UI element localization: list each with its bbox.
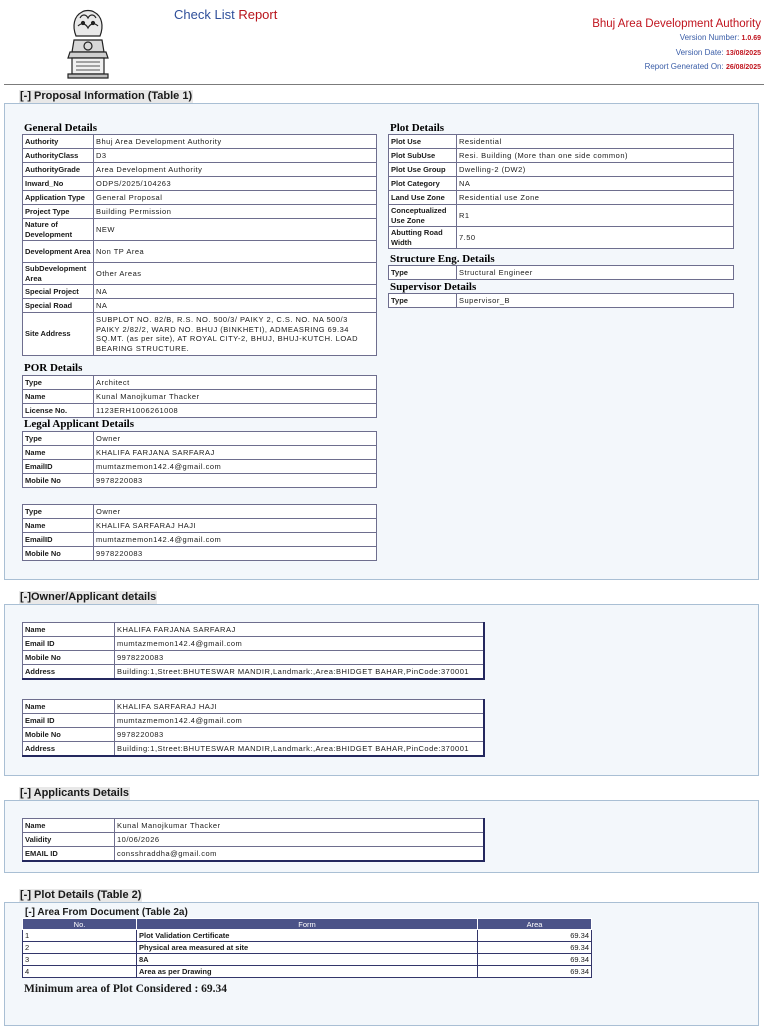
table-row xyxy=(23,637,485,651)
proposal-section-toggle[interactable]: [-] Proposal Information (Table 1) xyxy=(20,90,193,102)
report-title-part1: Check List xyxy=(174,7,235,22)
table-row xyxy=(23,819,485,833)
row-label: Name xyxy=(23,390,94,404)
header-divider xyxy=(4,84,764,85)
row-value: Resi. Building (More than one side common) xyxy=(457,149,734,163)
table-row xyxy=(23,742,485,756)
table-row xyxy=(23,446,377,460)
table-row xyxy=(389,227,734,249)
row-label: Name xyxy=(23,519,94,533)
table-row xyxy=(23,404,377,418)
row-form: Physical area measured at site xyxy=(137,942,478,954)
row-label: Project Type xyxy=(23,205,94,219)
legal-applicant-title: Legal Applicant Details xyxy=(24,418,135,430)
row-value: R1 xyxy=(457,205,734,227)
structure-eng-table xyxy=(388,265,734,280)
row-label: Type xyxy=(389,266,457,280)
row-value: Building Permission xyxy=(94,205,377,219)
general-details-table xyxy=(22,134,377,356)
row-label: Development Area xyxy=(23,241,94,263)
row-value: NA xyxy=(94,299,377,313)
minimum-plot-area: Minimum area of Plot Considered : 69.34 xyxy=(24,983,228,995)
por-details-table xyxy=(22,375,377,418)
legal-applicant-table-2 xyxy=(22,504,377,561)
row-label: Address xyxy=(23,742,115,756)
row-value: 9978220083 xyxy=(94,474,377,488)
row-form: 8A xyxy=(137,954,478,966)
table-row xyxy=(389,191,734,205)
table-row xyxy=(23,519,377,533)
table-row xyxy=(23,163,377,177)
supervisor-title: Supervisor Details xyxy=(390,281,477,293)
table-row xyxy=(389,163,734,177)
table-row xyxy=(23,651,485,665)
row-label: Mobile No xyxy=(23,728,115,742)
row-value: Kunal Manojkumar Thacker xyxy=(115,819,485,833)
row-area: 69.34 xyxy=(478,930,592,942)
table-row xyxy=(23,241,377,263)
table-row xyxy=(23,299,377,313)
row-label: Site Address xyxy=(23,313,94,356)
table-row xyxy=(23,432,377,446)
row-value: Non TP Area xyxy=(94,241,377,263)
row-label: EmailID xyxy=(23,533,94,547)
plot-details-table xyxy=(388,134,734,249)
row-value: NA xyxy=(94,285,377,299)
row-value: ODPS/2025/104263 xyxy=(94,177,377,191)
row-value: consshraddha@gmail.com xyxy=(115,847,485,861)
plot-details-title: Plot Details xyxy=(390,122,445,134)
table-row xyxy=(389,294,734,308)
row-label: SubDevelopment Area xyxy=(23,263,94,285)
row-label: Conceptualized Use Zone xyxy=(389,205,457,227)
table-row xyxy=(23,833,485,847)
table-row xyxy=(23,547,377,561)
row-value: Architect xyxy=(94,376,377,390)
plot-section-toggle[interactable]: [-] Plot Details (Table 2) xyxy=(20,889,142,901)
table-row xyxy=(23,966,592,978)
table-row xyxy=(389,149,734,163)
row-label: AuthorityGrade xyxy=(23,163,94,177)
table-row xyxy=(23,665,485,679)
table-row xyxy=(23,205,377,219)
row-label: Type xyxy=(389,294,457,308)
table-row xyxy=(389,135,734,149)
row-value: NA xyxy=(457,177,734,191)
structure-eng-title: Structure Eng. Details xyxy=(390,253,495,265)
row-label: Mobile No xyxy=(23,651,115,665)
row-label: Mobile No xyxy=(23,474,94,488)
table-row xyxy=(23,954,592,966)
row-value: Bhuj Area Development Authority xyxy=(94,135,377,149)
row-label: Type xyxy=(23,376,94,390)
owner-table-1 xyxy=(22,622,485,680)
row-label: Plot Use xyxy=(389,135,457,149)
row-label: Plot Category xyxy=(389,177,457,191)
row-value: 9978220083 xyxy=(115,651,485,665)
table-row xyxy=(23,930,592,942)
row-label: Name xyxy=(23,700,115,714)
row-value: Other Areas xyxy=(94,263,377,285)
row-label: EMAIL ID xyxy=(23,847,115,861)
row-value: Kunal Manojkumar Thacker xyxy=(94,390,377,404)
row-form: Area as per Drawing xyxy=(137,966,478,978)
row-area: 69.34 xyxy=(478,942,592,954)
table-row xyxy=(23,460,377,474)
row-label: Special Project xyxy=(23,285,94,299)
row-label: Nature of Development xyxy=(23,219,94,241)
row-label: Email ID xyxy=(23,637,115,651)
table-row xyxy=(23,942,592,954)
table-row xyxy=(23,505,377,519)
row-value: mumtazmemon142.4@gmail.com xyxy=(115,714,485,728)
row-area: 69.34 xyxy=(478,966,592,978)
applicants-section-toggle[interactable]: [-] Applicants Details xyxy=(20,787,129,799)
row-number: 4 xyxy=(23,966,137,978)
row-value: Area Development Authority xyxy=(94,163,377,177)
table-row xyxy=(23,728,485,742)
row-value: KHALIFA FARJANA SARFARAJ xyxy=(115,623,485,637)
table-row xyxy=(23,219,377,241)
row-area: 69.34 xyxy=(478,954,592,966)
table-row xyxy=(23,390,377,404)
row-label: Validity xyxy=(23,833,115,847)
row-value: 7.50 xyxy=(457,227,734,249)
row-label: Email ID xyxy=(23,714,115,728)
owner-table-2 xyxy=(22,699,485,757)
row-label: Land Use Zone xyxy=(389,191,457,205)
table-row xyxy=(23,533,377,547)
row-label: Inward_No xyxy=(23,177,94,191)
col-header-form: Form xyxy=(137,919,478,930)
row-value: KHALIFA SARFARAJ HAJI xyxy=(115,700,485,714)
row-label: Type xyxy=(23,505,94,519)
row-label: Plot SubUse xyxy=(389,149,457,163)
row-label: Abutting Road Width xyxy=(389,227,457,249)
row-value: Building:1,Street:BHUTESWAR MANDIR,Landmark:,Area:BHIDGET BAHAR,PinCode:370001 xyxy=(115,742,485,756)
row-number: 3 xyxy=(23,954,137,966)
por-details-title: POR Details xyxy=(24,362,83,374)
header-info xyxy=(592,17,761,75)
general-details-title: General Details xyxy=(24,122,98,134)
table-row xyxy=(23,191,377,205)
row-label: Authority xyxy=(23,135,94,149)
report-generated-date: Report Generated On: 26/08/2025 xyxy=(644,62,761,71)
row-value: Residential use Zone xyxy=(457,191,734,205)
row-number: 1 xyxy=(23,930,137,942)
supervisor-table xyxy=(388,293,734,308)
table-row xyxy=(23,263,377,285)
row-label: Plot Use Group xyxy=(389,163,457,177)
authority-name: Bhuj Area Development Authority xyxy=(592,18,761,30)
report-title-part2: Report xyxy=(238,7,278,22)
table-row xyxy=(23,376,377,390)
col-header-area: Area xyxy=(478,919,592,930)
row-label: Name xyxy=(23,623,115,637)
row-value: Owner xyxy=(94,505,377,519)
row-value: KHALIFA FARJANA SARFARAJ xyxy=(94,446,377,460)
row-value: NEW xyxy=(94,219,377,241)
report-title xyxy=(174,7,277,22)
row-label: Name xyxy=(23,446,94,460)
row-value: Residential xyxy=(457,135,734,149)
row-label: Mobile No xyxy=(23,547,94,561)
table-row xyxy=(23,313,377,356)
row-value: 9978220083 xyxy=(115,728,485,742)
row-value: 1123ERH1006261008 xyxy=(94,404,377,418)
row-value: Building:1,Street:BHUTESWAR MANDIR,Landmark:,Area:BHIDGET BAHAR,PinCode:370001 xyxy=(115,665,485,679)
row-value: General Proposal xyxy=(94,191,377,205)
row-value: KHALIFA SARFARAJ HAJI xyxy=(94,519,377,533)
row-label: License No. xyxy=(23,404,94,418)
table-row xyxy=(23,177,377,191)
row-value: 10/06/2026 xyxy=(115,833,485,847)
row-value: 9978220083 xyxy=(94,547,377,561)
row-value: mumtazmemon142.4@gmail.com xyxy=(94,460,377,474)
table-row xyxy=(23,135,377,149)
table-row xyxy=(389,177,734,191)
legal-applicant-table-1 xyxy=(22,431,377,488)
table-row xyxy=(23,714,485,728)
row-label: EmailID xyxy=(23,460,94,474)
table-row xyxy=(23,847,485,861)
row-value: SUBPLOT NO. 82/B, R.S. NO. 500/3/ PAIKY 2, C.S. NO. NA 500/3 PAIKY 2/82/2, WARD NO. BHUJ (BINKHETI), ADMEASRING 69.34 SQ.MT. (as per site), AT ROYAL CITY-2, BHUJ, BHUJ-KUTCH. LOAD BEARING STRUCTURE. xyxy=(94,313,377,356)
row-value: Owner xyxy=(94,432,377,446)
version-number: Version Number: 1.0.69 xyxy=(679,33,761,42)
applicants-table xyxy=(22,818,485,862)
row-label: Special Road xyxy=(23,299,94,313)
table-row xyxy=(23,285,377,299)
table-row xyxy=(23,149,377,163)
table-row xyxy=(23,474,377,488)
area-from-document-toggle[interactable]: [-] Area From Document (Table 2a) xyxy=(25,907,188,918)
row-value: Structural Engineer xyxy=(457,266,734,280)
table-row xyxy=(23,700,485,714)
owner-section-toggle[interactable]: [-]Owner/Applicant details xyxy=(20,591,157,603)
row-label: Application Type xyxy=(23,191,94,205)
row-label: Address xyxy=(23,665,115,679)
row-value: mumtazmemon142.4@gmail.com xyxy=(115,637,485,651)
row-form: Plot Validation Certificate xyxy=(137,930,478,942)
row-value: mumtazmemon142.4@gmail.com xyxy=(94,533,377,547)
col-header-no: No. xyxy=(23,919,137,930)
row-value: D3 xyxy=(94,149,377,163)
version-date: Version Date: 13/08/2025 xyxy=(675,47,761,57)
row-number: 2 xyxy=(23,942,137,954)
table-row xyxy=(23,623,485,637)
table-row xyxy=(389,266,734,280)
row-label: AuthorityClass xyxy=(23,149,94,163)
area-from-document-table xyxy=(22,918,592,978)
national-emblem-icon xyxy=(62,6,114,82)
row-value: Supervisor_B xyxy=(457,294,734,308)
row-label: Type xyxy=(23,432,94,446)
table-row xyxy=(389,205,734,227)
row-value: Dwelling-2 (DW2) xyxy=(457,163,734,177)
row-label: Name xyxy=(23,819,115,833)
